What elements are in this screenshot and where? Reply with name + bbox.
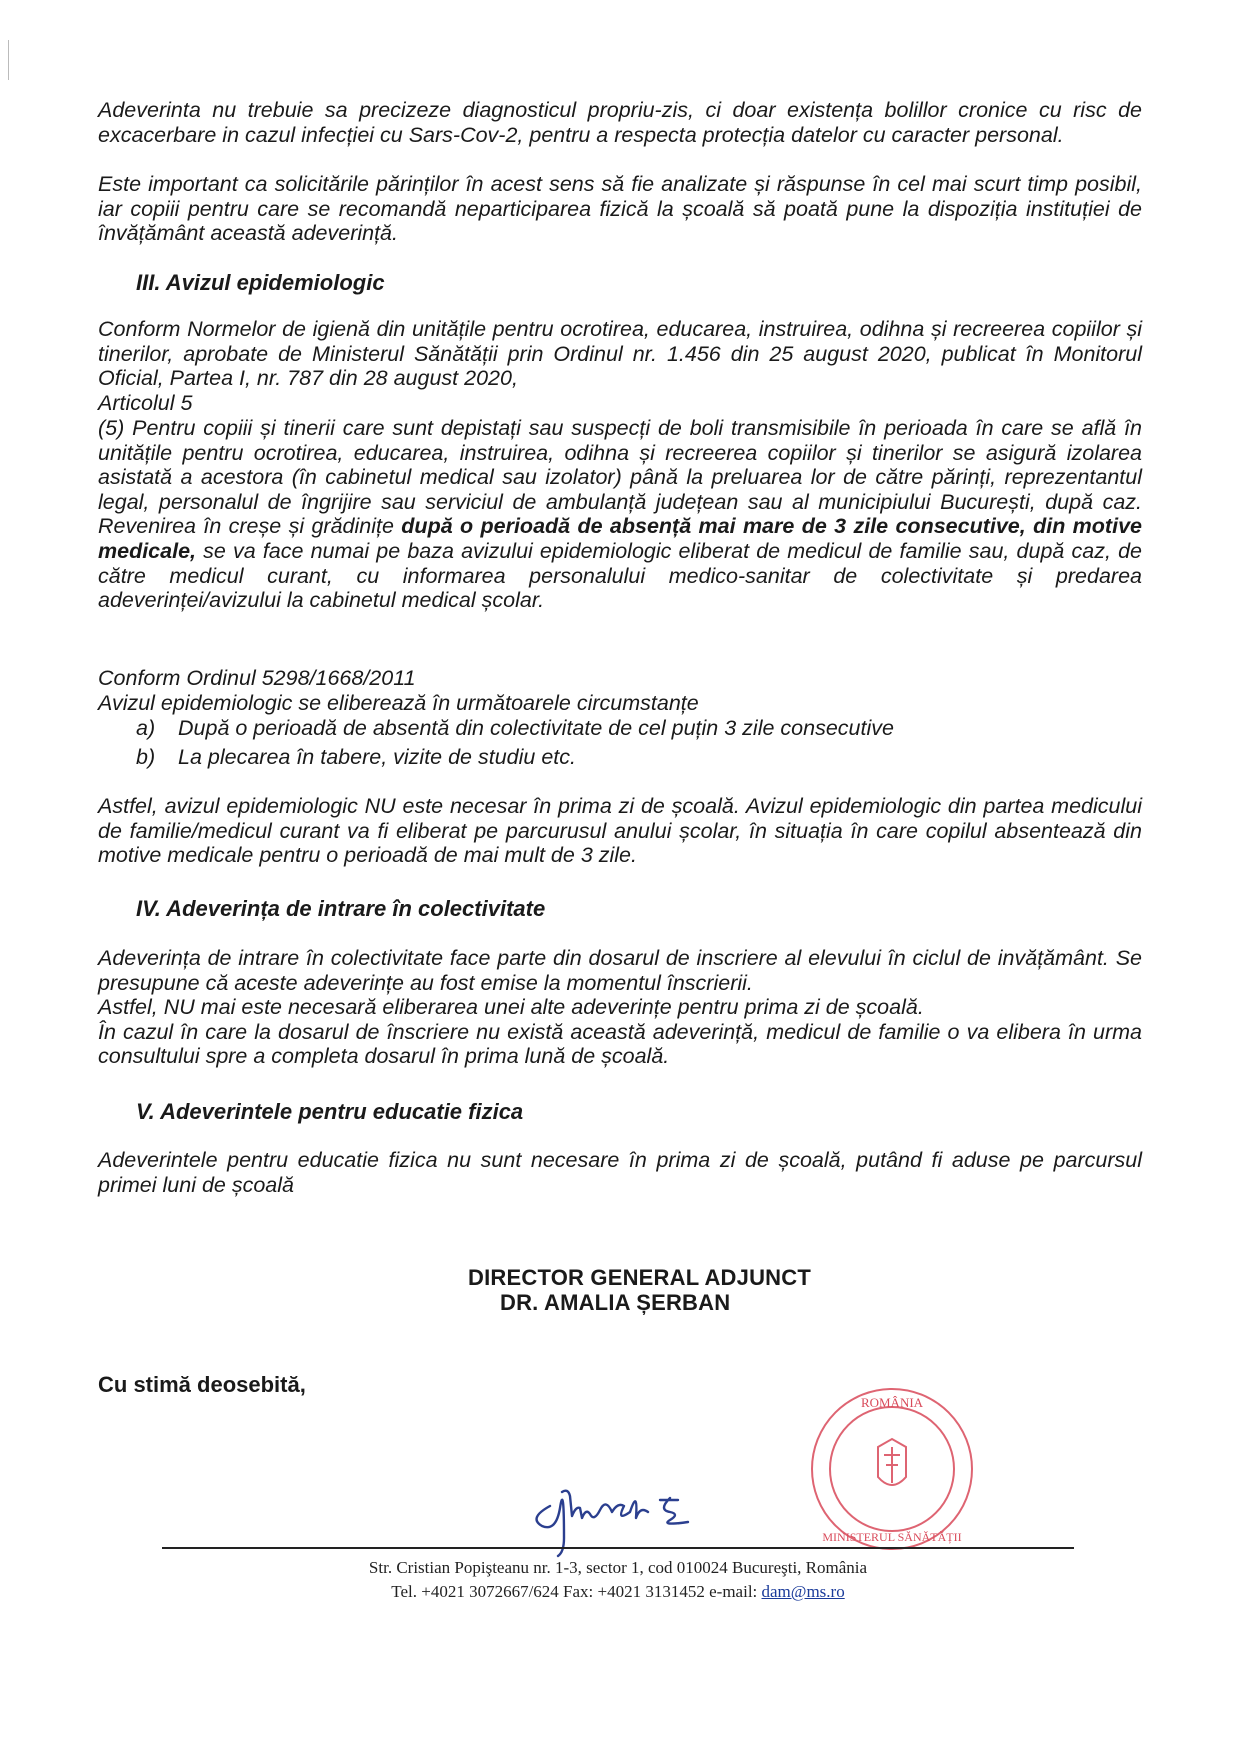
paragraph-text: Adeverinta nu trebuie sa precizeze diagnosticul propriu-zis, ci doar existența bolillor cronice cu risc de excacerbare in cazul infecției cu Sars-Cov-2, pentru a respecta protecția datelor cu caracter personal. [98,98,1142,147]
section-3-paragraph-2 [98,416,1142,613]
paragraph-text: Adeverința de intrare în colectivitate face parte din dosarul de inscriere al elevului în ciclul de invățământ. Se presupune că aceste adeverințe au fost emise la momentul înscrierii. [98,946,1142,995]
paragraph-part: (5) Pentru copiii și tinerii care sunt depistați sau suspecți de boli transmisibile în perioada în care se află în unitățile pentru ocrotirea, educarea, instruirea, odihna și recreerea copiilor și tinerilor se asigură izolarea asistată a acestora (în cabinetul medical sau izolator) până la preluarea lor de către părinți, reprezentantul legal, personalul de îngrijire sau serviciul de ambulanță județean sau al municipiului București, după caz. Revenirea în creșe și grădinițe [98,416,1142,539]
paragraph-text: Astfel, avizul epidemiologic NU este necesar în prima zi de școală. Avizul epidemiologic din partea medicului de familie/medicul curant va fi eliberat pe parcurusul anului școlar, în situația în care copilul absentează din motive medicale pentru o perioadă de mai mult de 3 zile. [98,794,1142,868]
paragraph-text: Conform Normelor de igienă din unitățile pentru ocrotirea, educarea, instruirea, odihna și recreerea copiilor și tinerilor, aprobate de Ministerul Sănătății prin Ordinul nr. 1.456 din 25 august 2020, publicat în Monitorul Oficial, Partea I, nr. 787 din 28 august 2020, [98,317,1142,391]
paragraph-text: Adeverintele pentru educatie fizica nu sunt necesare în prima zi de școală, putând fi aduse pe parcursul primei luni de școală [98,1148,1142,1197]
section-3-heading: III. Avizul epidemiologic [136,270,385,295]
signatory-title: DIRECTOR GENERAL ADJUNCT [468,1265,811,1290]
paragraph-part: se va face numai pe baza avizului epidemiologic eliberat de medicul de familie sau, după caz, de către medicul curant, cu informarea personalului medico-sanitar de colectivitate și predarea adeverinței/avizului la cabinetul medical școlar. [98,538,1142,613]
order-intro: Avizul epidemiologic se eliberează în următoarele circumstanțe [98,690,699,715]
footer-divider [162,1547,1074,1549]
footer-contact [162,1582,1074,1602]
section-4-heading: IV. Adeverința de intrare în colectivitate [136,896,546,921]
coat-of-arms-detail [884,1447,900,1483]
intro-paragraph-1 [98,98,1142,147]
order-reference [98,666,1142,715]
list-marker: a) [136,716,156,740]
section-5-heading: V. Adeverintele pentru educatie fizica [136,1099,524,1124]
paragraph-text: În cazul în care la dosarul de înscriere nu există această adeverință, medicul de familie o va elibera în urma consultului spre a completa dosarul în prima lună de școală. [98,1019,1142,1069]
list-item-text: După o perioadă de absentă din colectivitate de cel puțin 3 zile consecutive [178,716,894,740]
section-4-body [98,946,1142,1069]
handwritten-signature [520,1448,720,1558]
paragraph-text: Astfel, NU mai este necesară eliberarea unei alte adeverințe pentru prima zi de școală. [98,995,924,1020]
closing-salutation: Cu stimă deosebită, [98,1372,306,1397]
stamp-text-bottom: MINISTERUL SĂNĂTĂȚII [822,1530,962,1544]
footer-contact-text: Tel. +4021 3072667/624 Fax: +4021 3131452 e-mail: [391,1582,762,1601]
email-link[interactable]: dam@ms.ro [761,1582,845,1601]
list-item [136,714,894,743]
emphasis-text: după o perioadă de absență mai mare de 3 zile consecutive, din motive medicale, [98,514,1142,563]
paragraph-text: Este important ca solicitările părinților în acest sens să fie analizate și răspunse în cel mai scurt timp posibil, iar copiii pentru care se recomandă neparticiparea fizică la școală să poată pune la dispoziția instituției de învățământ această adeverință. [98,172,1142,246]
signatory-name: DR. AMALIA ȘERBAN [500,1290,731,1315]
list-item [136,743,894,772]
list-marker: b) [136,745,156,769]
circumstances-list [136,714,894,772]
section-3-paragraph-1 [98,317,1142,415]
article-label: Articolul 5 [98,390,193,415]
scan-edge-mark [8,40,9,80]
section-5-body [98,1148,1142,1197]
footer-address: Str. Cristian Popişteanu nr. 1-3, sector 1, cod 010024 Bucureşti, România [368,1558,868,1577]
paragraph-text [98,416,1142,613]
order-title: Conform Ordinul 5298/1668/2011 [98,666,416,690]
official-stamp [808,1385,976,1553]
stamp-text-top: ROMÂNIA [860,1395,924,1410]
section-3-paragraph-3 [98,794,1142,868]
list-item-text: La plecarea în tabere, vizite de studiu etc. [178,745,576,769]
intro-paragraph-2 [98,172,1142,246]
